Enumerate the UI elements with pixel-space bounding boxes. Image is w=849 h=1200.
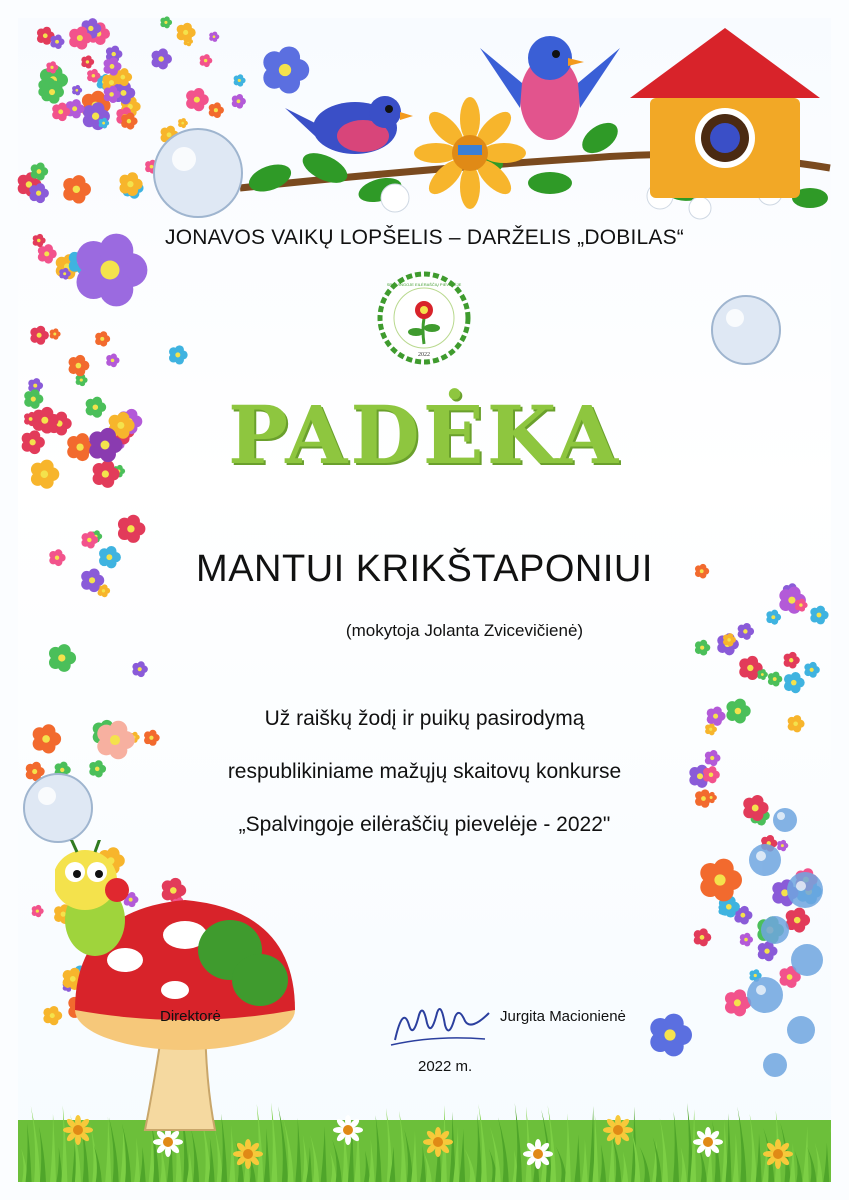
reason-line: Už raiškų žodį ir puikų pasirodymą (264, 707, 585, 730)
flower-decoration (186, 88, 209, 111)
flower-decoration (63, 175, 91, 203)
flower-decoration (768, 672, 782, 687)
flower-decoration (706, 792, 717, 803)
grass-daisy-decoration (603, 1115, 633, 1145)
bubble-decoration (150, 125, 246, 221)
kindergarten-logo (376, 270, 472, 366)
flower-decoration (32, 905, 44, 917)
flower-decoration (29, 183, 49, 203)
signatory-role: Direktorė (160, 1008, 221, 1025)
flower-decoration (169, 345, 188, 364)
flower-decoration (209, 32, 219, 42)
flower-decoration (49, 644, 76, 672)
teacher-name: (mokytoja Jolanta Zvicevičienė) (345, 621, 584, 640)
flower-decoration (804, 662, 819, 678)
flower-decoration (132, 661, 147, 677)
flower-decoration (95, 331, 110, 346)
flower-decoration (72, 85, 82, 95)
flower-decoration (177, 23, 196, 43)
flower-decoration (650, 1014, 692, 1057)
birds-branch-illustration (230, 18, 831, 233)
recipient-name: MANTUI KRIKŠTAPONIUI (196, 548, 653, 590)
grass-daisy-decoration (333, 1115, 363, 1145)
flower-decoration (50, 34, 64, 49)
bubble-decoration (708, 292, 784, 368)
logo-ring-text: SPALVINGOJE EILĖRAŠČIŲ PIEVELĖJE (386, 282, 462, 287)
flower-decoration (106, 354, 119, 368)
institution-name: JONAVOS VAIKŲ LOPŠELIS – DARŽELIS „DOBILAS“ (165, 226, 684, 249)
flower-decoration (694, 928, 712, 946)
handwritten-signature (385, 995, 495, 1050)
flower-decoration (784, 672, 805, 693)
flower-decoration (69, 355, 90, 376)
certificate-title: PADĖKA (227, 388, 622, 482)
certificate-year: 2022 m. (418, 1058, 473, 1075)
flower-decoration (784, 652, 800, 669)
flower-decoration (160, 16, 172, 28)
flower-decoration (81, 55, 94, 68)
flower-decoration (30, 326, 49, 345)
grass-daisy-decoration (763, 1139, 793, 1169)
flower-decoration (144, 730, 160, 746)
flower-decoration (757, 669, 767, 680)
signatory-name: Jurgita Macionienė (500, 1008, 626, 1025)
flower-decoration (209, 102, 224, 118)
grass-daisy-decoration (423, 1127, 453, 1157)
reason-line: „Spalvingoje eilėraščių pievelėje - 2022" (238, 813, 611, 836)
grass-daisy-decoration (233, 1139, 263, 1169)
flower-decoration (151, 48, 172, 69)
flower-decoration (118, 515, 145, 543)
flower-decoration (50, 328, 61, 339)
flower-decoration (31, 163, 49, 181)
grass-daisy-decoration (693, 1127, 723, 1157)
flower-decoration (695, 640, 710, 656)
flower-decoration (200, 54, 213, 67)
reason-line: respublikiniame mažųjų skaitovų konkurse (227, 760, 622, 783)
grass-daisy-decoration (523, 1139, 553, 1169)
logo-year: 2022 (418, 352, 430, 358)
mushroom-caterpillar-illustration (55, 840, 315, 1140)
